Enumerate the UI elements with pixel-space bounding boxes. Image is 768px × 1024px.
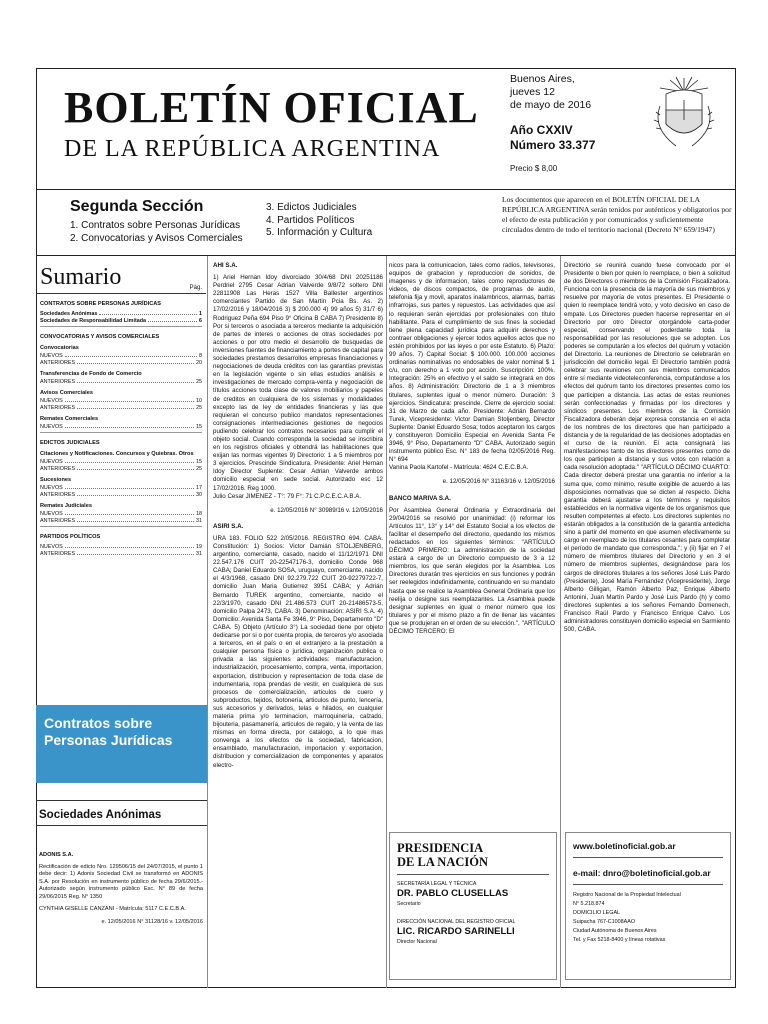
website-link[interactable]: www.boletinoficial.gob.ar <box>573 841 723 858</box>
divider <box>40 526 202 527</box>
section-item: 4. Partidos Políticos <box>266 214 355 226</box>
notice-heading: ASIRI S.A. <box>213 522 244 530</box>
notice-footnote: e. 12/05/2016 N° 31128/16 v. 12/05/2016 <box>101 919 203 926</box>
toc-entry[interactable]: ANTERIORES 30 <box>40 491 202 498</box>
notice-signature: Vanina Paola Kartofel - Matrícula: 4624 C.E.C.B.A. <box>389 464 529 472</box>
toc-entry[interactable]: NUEVOS 15 <box>40 458 202 465</box>
authority-box <box>389 832 557 980</box>
toc-subgroup: Transferencias de Fondo de Comercio <box>40 371 142 377</box>
toc-group: CONVOCATORIAS Y AVISOS COMERCIALES <box>40 334 160 340</box>
notice-body: Rectificación de edicto Nro. 129506/15 del 24/07/2015, el punto 1 debe decir: 1) Adonis Sociedad Civil se transformó en ADONIS S.A. por Resolución en instrumento público de fecha 29/6/2015.- Autorizado según instrumento público Esc. N° 89 de fecha 29/06/2015 Reg. N° 1350 <box>39 863 203 900</box>
toc-entry[interactable]: Sociedades Anónimas 1 <box>40 310 202 317</box>
toc-entry[interactable]: Sociedades de Responsabilidad Limitada 6 <box>40 317 202 324</box>
email-link[interactable]: e-mail: dnro@boletinoficial.gob.ar <box>573 858 723 885</box>
toc-entry[interactable]: NUEVOS 18 <box>40 510 202 517</box>
divider <box>40 432 202 433</box>
toc-entry[interactable]: NUEVOS 15 <box>40 423 202 430</box>
text-column-1 <box>213 262 383 770</box>
section-banner-label: Contratos sobre Personas Jurídicas <box>44 715 173 748</box>
issue-price: Precio $ 8,00 <box>510 164 558 173</box>
column-divider <box>560 256 561 988</box>
notice-footnote: e. 12/05/2016 N° 30989/16 v. 12/05/2016 <box>270 506 383 514</box>
authority-name: DR. PABLO CLUSELLAS <box>397 888 509 899</box>
notice-footnote: e. 12/05/2016 N° 31163/16 v. 12/05/2016 <box>442 478 555 486</box>
authority-role: Secretario <box>397 901 421 907</box>
toc-title <box>36 264 206 294</box>
section-title: Segunda Sección <box>70 198 204 215</box>
toc-group: EDICTOS JUDICIALES <box>40 440 100 446</box>
issue-number: Número 33.377 <box>510 138 596 152</box>
toc-entry[interactable]: ANTERIORES 25 <box>40 404 202 411</box>
toc-entry[interactable]: ANTERIORES 25 <box>40 465 202 472</box>
toc-entry[interactable]: ANTERIORES 25 <box>40 378 202 385</box>
table-of-contents <box>36 256 206 557</box>
newspaper-title: BOLETÍN OFICIAL <box>64 83 479 132</box>
toc-page-label: Pág. <box>189 285 202 291</box>
toc-group: PARTIDOS POLÍTICOS <box>40 534 101 540</box>
issue-year: Año CXXIV <box>510 123 573 137</box>
masthead <box>36 68 736 190</box>
section-item: 3. Edictos Judiciales <box>266 202 357 213</box>
toc-group: CONTRATOS SOBRE PERSONAS JURÍDICAS <box>40 301 162 307</box>
contact-box <box>565 832 731 980</box>
toc-entry[interactable]: ANTERIORES 31 <box>40 517 202 524</box>
contact-details: Registro Nacional de la Propiedad Intelectual N° 5.218.874 DOMICILIO LEGAL Suipacha 767-C1008AAO Ciudad Autónoma de Buenos Aires Tel. y Fax 5218-8400 y líneas rotativas <box>573 892 681 943</box>
subsection-title: Sociedades Anónimas <box>36 800 207 826</box>
toc-subgroup: Convocatorias <box>40 345 79 351</box>
toc-subgroup: Avisos Comerciales <box>40 390 93 396</box>
toc-heading: Sumario <box>40 264 122 290</box>
section-list <box>266 202 372 240</box>
notice-signature: Julio Cesar JIMENEZ - T°: 79 F°: 71 C.P.C.E.C.A.B.A. <box>213 492 362 500</box>
column-divider <box>386 256 387 988</box>
column-divider <box>207 256 208 988</box>
notice-heading: BANCO MARIVA S.A. <box>389 494 451 502</box>
date-line: jueves 12 <box>510 86 555 98</box>
authority-title: PRESIDENCIA DE LA NACIÓN <box>397 841 549 875</box>
authority-role: Director Nacional <box>397 939 437 945</box>
notice-body: Por Asamblea General Ordinaria y Extraordinaria del 29/04/2016 se resolvió por unanimidad: (i) reformar los Artículos 11°, 13° y 14° del Estatuto Social a los efectos de facilitar el desempeño del directorio, quedando los mismos redactados en los siguientes términos: "ARTÍCULO DÉCIMO PRIMERO: La administración de la sociedad estará a cargo de un Directorio compuesto de 3 a 12 miembros, los que serán elegidos por la Asamblea. Los Directores durarán tres ejercicios en sus funciones y podrán ser reelegidos indefinidamente, continuando en su mandato hasta que se realice la Asamblea General Ordinaria que los reelija o designe sus reemplazantes. La Asamblea puede designar suplentes en igual o menor número que los titulares y por el mismo plazo a fin de llenar las vacantes que se produjeran en el orden de su elección.", "ARTÍCULO DÉCIMO TERCERO: El <box>389 506 555 636</box>
toc-subgroup: Sucesiones <box>40 477 72 483</box>
date-line: de mayo de 2016 <box>510 99 592 111</box>
coat-of-arms-icon <box>646 76 722 156</box>
text-column-2 <box>389 262 555 636</box>
toc-entry[interactable]: NUEVOS 8 <box>40 352 202 359</box>
notice-body: Directorio se reunirá cuando fuese convocado por el Presidente o bien por quien lo reemplace, o bien a solicitud de dos Directores o miembros de la Comisión Fiscalizadora. Funciona con la presencia de la mayoría de sus miembros y resuelve por mayoría de votos presentes. El Presidente o quien lo reemplace tendrá voto, y voto decisivo en caso de empate. Los Directores pueden hacerse representar en el Directorio por otro Director otorgándole carta-poder especial, conservando el poderdante toda la responsabilidad por las resoluciones que se adopten. Los poderes se computarán a los efectos del quórum y votación del Directorio. La reuniones de Directorio se celebrarán en jurisdicción del domicilio legal. El Directorio también podrá celebrar sus reuniones con sus miembros comunicados entre sí mediante videoteleconferencia, computándose a los efectos del quórum tanto los directores presentes como los que participen a distancia. Las actas de estas reuniones serán confeccionadas y firmadas por los directores y síndicos presentes. Los miembros de la Comisión Fiscalizadora deberán dejar expresa constancia en el acta de los nombres de los directores que han participado a distancia y de la regularidad de las decisiones adoptadas en el curso de la reunión. El acta consignará las manifestaciones tanto de los directores presentes como de los que participen a distancia y sus votos con relación a cada resolución adoptada." "ARTÍCULO DÉCIMO CUARTO: Cada director deberá prestar una garantía no inferior a la suma que, como mínimo, resulte exigible de acuerdo a las disposiciones normativas que se dicten al respecto. Dicha garantía deberá ajustarse a los términos y requisitos establecidos en la normativa vigente de los organismos que resulten competentes al efecto. Los directores suplentes no estarán obligados a la constitución de la garantía antedicha sino a partir del momento en que asumen efectivamente su cargo en reemplazo de los titulares cesantes para completar el período de mandato que corresponda."; y (ii) fijar en 7 el número de miembros titulares del Directorio y en 3 el número de miembros suplentes, designándose para los cargos de directores titulares a los señores José Luis Pardo (Presidente), José María Fernández (Vicepresidente), Jorge Alberto Gilligan, Ramón Alberto Paz, Enrique Alberto Antonini, Juan Martín Pardo y José Luis Pardo (h) y como directores suplentes a los señores Fernando Domenech, Francisco Raúl Pardo y Francisco Enrique Calvo. Los administradores constituyen domicilio especial en Sarmiento 500, CABA. <box>564 262 730 634</box>
section-item: 5. Información y Cultura <box>266 227 373 238</box>
notice-body: URA 183. FOLIO 522 2/05/2016. REGISTRO 694. CABA. Constitución: 1) Socios: Victor Damián STOLJENBERG, argentino, comerciante, casado, nacido el 11/12/1971 DNI 22.547.176 CUIT 20-22547176-3, domicilio Conde 968 CABA; Daniel Eduardo SOSA, uruguayo, comerciante, nacido el 4/3/1968, casado DNI 92.279.722 CUIT 20-92279722-7, domicilio Juan Maria Gutierrez 3951 CABA; y Adrián Bernardo TUREK argentino, comerciante, nacido el 22/3/1970, casado DNI 21.486.573 CUIT 20-21486573-5, domicilio Palpa 2473, CABA. 3) Denominación: ASIRI S.A. 4) Domicilio: Avenida Santa Fe 3946, 9° Piso, Departamento "D" CABA. 5) Objeto (Artículo 3°) La sociedad tiene por objeto dedicarse por si o por cuenta propia, de terceros y/o asociada a terceros, en el país o en el extranjero a la prestación a cualquier persona física o jurídica, organización publica o privada a las siguientes actividades: manufacturacion, industrialización, procesamiento, compra, venta, importacion, exportacion, distribucion y representacion de toda clase de indumentaria, ropa prendas de vestir, en cualquiera de sus procesos de comercialización, articulos de cuero y subproductos, tejidos, botonería, articulos de punto, lencería, sus accesorios y derivados, telas e hilados, en cualquier materia prima y/o terminacion, marroquinería, calzado, bijouteria, pasamanería, articulos de regalo, y la venta de las mismas en forma directa, por catalogo, a lo que mas convenga a los efectos de la sociedad, fabricacion, ensamblado, manufacturacion, importacion y exportacion, distribucion y comercializacion de componentes y aparatos electro- <box>213 534 383 769</box>
notice-signature: CYNTHIA GISELLE CANZANI - Matrícula: 5117 C.E.C.B.A. <box>39 905 186 912</box>
issue-info <box>510 123 595 153</box>
toc-subgroup: Remates Judiciales <box>40 503 92 509</box>
divider <box>40 326 202 327</box>
toc-entry[interactable]: ANTERIORES 20 <box>40 359 202 366</box>
toc-subgroup: Citaciones y Notificaciones. Concursos y Quiebras. Otros <box>40 451 194 457</box>
section-band <box>36 190 736 256</box>
section-banner <box>36 705 207 783</box>
section-item: 1. Contratos sobre Personas Jurídicas <box>70 220 241 231</box>
text-column-3 <box>564 262 730 634</box>
authority-name: LIC. RICARDO SARINELLI <box>397 926 515 937</box>
notice-adonis <box>39 852 203 927</box>
newspaper-subtitle: DE LA REPÚBLICA ARGENTINA <box>64 136 441 162</box>
authority-office: SECRETARÍA LEGAL Y TÉCNICA <box>397 881 477 887</box>
section-item: 2. Convocatorias y Avisos Comerciales <box>70 232 243 244</box>
toc-entry[interactable]: NUEVOS 10 <box>40 397 202 404</box>
issue-date <box>510 73 591 112</box>
toc-subgroup: Remates Comerciales <box>40 416 99 422</box>
legal-note: Los documentos que aparecen en el BOLETÍN OFICIAL DE LA REPÚBLICA ARGENTINA serán tenidos por auténticos y obligatorios por el efecto de esta publicación y por comunicados y suficientemente circulados dentro de todo el territorio nacional (Decreto N° 659/1947) <box>502 195 732 234</box>
notice-body: nicos para la comunicacion, tales como radios, televisores, equipos de grabacion y reproduccion de sonidos, de imagenes y de informacion, tales como reproductores de videos, de discos compactos, de programas de audio, telefonia fija y movil, aparatos inalambricos, alarmas, barras infrarrojas, sus partes y repuestos. Las actividades que así lo requieran serán ejercidas por profesionales con título habilitante. Para el cumplimiento de sus fines la sociedad tiene plena capacidad jurídica para adquirir derechos y contraer obligaciones y ejercer todos aquellos actos que no estén prohibidos por las leyes o por este Estatuto. 6) Plazo: 99 años. 7) Capital Social: $ 100.000. 100.000 acciones ordinarias nominativas no endosables de valor nominal $ 1 c/u, con derecho a 1 voto por acción. Suscripción: 100%. Integración: 25% en efectivo y el saldo se integrará en dos años. 8) Administración: Directorio de 1 a 3 miembros titulares, suplentes igual o menor número. Duración: 3 ejercicios. Sindicatura: prescinde. Cierre de ejercicio social: 31 de Marzo de cada año. Presidente: Adrián Bernardo Turek, Vicepresidente: Victor Damian Stoljenberg, Director Suplente: Daniel Eduardo Sosa; todos aceptaron los cargos y constituyeron Domicilio Especial en Avenida Santa Fe 3946, 9° Piso, Departamento "D" CABA. Autorizado según instrumento público Esc. N° 183 de fecha 02/05/2016 Reg. N° 694 <box>389 262 555 464</box>
toc-entry[interactable]: ANTERIORES 31 <box>40 550 202 557</box>
date-line: Buenos Aires, <box>510 73 575 85</box>
notice-body: 1) Ariel Hernan Idoy divorciado 30/4/68 DNI 20251186 Perdriel 2795 Cesar Adrian Valverde 9/8/72 soltero DNI 22811908 Las Heras 1527 Villa Ballester argentinos comerciantes Partido de San Martin Pcia Bs. As. 2) 17/02/2016 y 18/04/2016 3) $ 200.000 4) 99 años 5) 31/7 6) Rodriguez Peña 694 Piso 9° Oficina B CABA 7) Presidente 8) Por si terceros o asociada a terceros mediante la adquisición de partes de interes o acciones de otras sociedades por acciones o por otro medio el desarrollo de busquedas de inversiones fuentes de financiamiento a portes de capital para sociedades prestamos desarrollos empresas financiaciones y negociaciones de deuda créditos con las garantías previstas en la legislación vigente o sin ellas estudios análisis e investigaciones de mercado compra-venta y negociación de títulos acciones toda clase de valores mobiliarios y papeles de creditos en cualquiera de los sistemas y modalidades excepto las de ley de entidades financieras y las que requieran el concurso publico mandatos representaciones consignaciones intermediaciones gestiones de negocios pudiendo celebrar los contratos necesarios para cumplir el objeto social. Cuando corresponda la sociedad se inscribira en los registros oficiales y obtendrá las habilitaciones que exijan las normas vigentes 9) Directorio: 1 a 5 miembros por 3 ejercicios. Prescinde Sindicatura. Presidente: Ariel Hernan Idoy Director Suplente: Cesar Adrian Valverde ambos domicilio especial en sede social. Autorizado esc 12 17/02/2016. Reg 1000. <box>213 274 383 492</box>
notice-heading: ADONIS S.A. <box>39 852 74 858</box>
authority-office: DIRECCIÓN NACIONAL DEL REGISTRO OFICIAL <box>397 919 516 925</box>
section-list <box>70 220 243 245</box>
toc-entry[interactable]: NUEVOS 19 <box>40 543 202 550</box>
toc-entry[interactable]: NUEVOS 17 <box>40 484 202 491</box>
notice-heading: AHI S.A. <box>213 262 238 269</box>
